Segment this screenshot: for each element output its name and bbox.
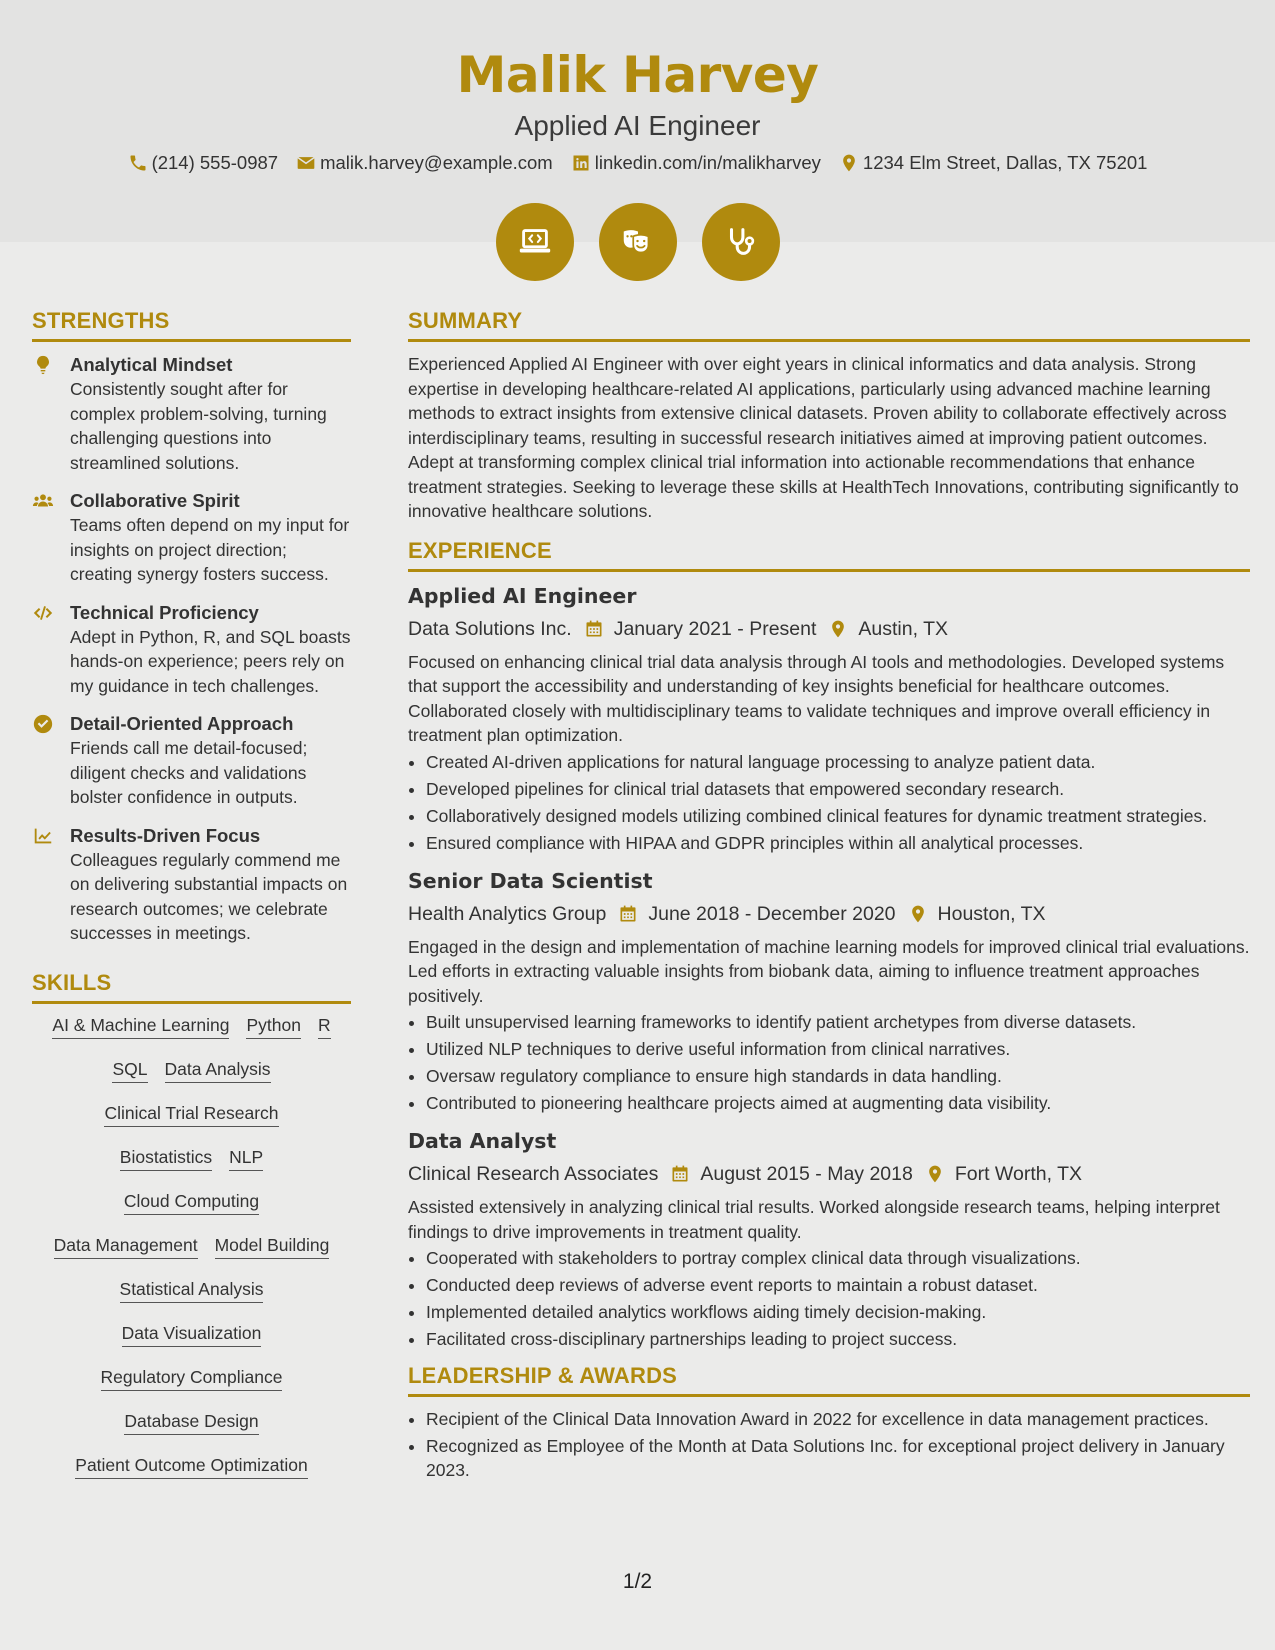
strength-desc: Friends call me detail-focused; diligent checks and validations bolster confidence in outputs. [70,738,308,807]
contact-linkedin[interactable] [571,152,821,174]
strength-desc: Adept in Python, R, and SQL boasts hands-on experience; peers rely on my guidance in tech challenges. [70,626,351,696]
job-dates: August 2015 - May 2018 [700,1163,913,1185]
job-company: Data Solutions Inc. [408,617,572,640]
list-item: • Collaboratively designed models utilizing combined clinical features for dynamic treatment strategies. [426,804,1250,828]
experience-list [408,582,1250,1352]
list-item: • Implemented detailed analytics workflows aiding timely decision-making. [426,1300,1250,1324]
contact-phone [128,152,279,174]
job-meta [408,901,1250,927]
skill-tag: SQL [112,1058,147,1083]
list-item: • Cooperated with stakeholders to portray complex clinical data through visualizations. [426,1246,1250,1270]
job-entry [408,582,1250,855]
strength-desc: Consistently sought after for complex problem-solving, turning challenging questions into streamlined solutions. [70,379,327,473]
list-item: • Oversaw regulatory compliance to ensure high standards in data handling. [426,1064,1250,1088]
calendar-icon [584,619,604,639]
job-title: Senior Data Scientist [408,868,653,893]
job-company: Health Analytics Group [408,902,607,925]
strength-title: Technical Proficiency [70,601,259,623]
list-item: • Developed pipelines for clinical trial datasets that empowered secondary research. [426,777,1250,801]
list-item: • Contributed to pioneering healthcare projects aimed at augmenting data visibility. [426,1091,1250,1115]
job-location: Houston, TX [937,902,1046,925]
skill-tag: Data Analysis [165,1058,271,1083]
phone-text: (214) 555-0987 [151,152,279,173]
list-item: • Ensured compliance with HIPAA and GDPR principles within all analytical processes. [426,831,1250,855]
strengths-heading: STRENGTHS [32,308,351,342]
envelope-icon [296,153,316,173]
list-item: • Recipient of the Clinical Data Innovation Award in 2022 for excellence in data management practices. [426,1407,1250,1431]
experience-heading: EXPERIENCE [408,538,1250,572]
job-bullets [408,1010,1250,1115]
skill-tag: Model Building [215,1234,330,1259]
strength-item [32,600,351,699]
email-text[interactable]: malik.harvey@example.com [320,152,553,173]
badge-masks [599,203,677,281]
list-item: • Utilized NLP techniques to derive useful information from clinical narratives. [426,1037,1250,1061]
job-bullets [408,750,1250,855]
strength-title: Analytical Mindset [70,354,233,375]
candidate-name: Malik Harvey [456,46,819,104]
strength-item [32,823,351,946]
theater-masks-icon [619,223,657,261]
linkedin-icon [571,153,591,173]
left-column [32,308,351,1498]
job-title: Data Analyst [408,1129,557,1153]
awards-list [408,1407,1250,1482]
strength-desc: Colleagues regularly commend me on delivering substantial impacts on research outcomes; we celebrate successes in meetings. [70,849,348,943]
skill-row [32,1014,351,1039]
job-entry [408,867,1250,1116]
users-icon [32,490,54,512]
address-text: 1234 Elm Street, Dallas, TX 75201 [862,152,1148,173]
lightbulb-icon [32,354,54,376]
list-item: • Recognized as Employee of the Month at Data Solutions Inc. for exceptional project delivery in January 2023. [426,1434,1250,1482]
stethoscope-icon [722,223,760,261]
job-title: Applied AI Engineer [408,583,637,608]
skill-tag: Cloud Computing [124,1190,259,1215]
list-item: • Built unsupervised learning frameworks to identify patient archetypes from diverse datasets. [426,1010,1250,1034]
job-bullets [408,1246,1250,1351]
contact-bar [0,152,1275,174]
laptop-code-icon [516,223,554,261]
skill-tag: Data Visualization [122,1322,262,1347]
contact-address [839,152,1148,174]
linkedin-text[interactable]: linkedin.com/in/malikharvey [594,152,821,173]
strength-desc: Teams often depend on my input for insights on project direction; creating synergy fosters success. [70,515,350,584]
calendar-icon [618,904,638,924]
right-column [408,308,1250,1494]
skill-row [32,1322,351,1347]
strength-item [32,488,351,587]
skill-row [32,1366,351,1391]
skill-tag: Biostatistics [120,1146,212,1171]
skill-tag: Clinical Trial Research [104,1102,278,1127]
map-marker-icon [828,619,848,639]
skill-tag: Database Design [124,1410,258,1435]
job-dates: June 2018 - December 2020 [648,902,896,925]
badge-laptop [496,203,574,281]
skill-row [32,1190,351,1215]
skill-row [32,1234,351,1259]
skill-tag: Regulatory Compliance [101,1366,283,1391]
skill-row [32,1058,351,1083]
job-description: Focused on enhancing clinical trial data analysis through AI tools and methodologies. Developed systems that support the accessibility and understanding of key insights beneficial for healthcare outcomes. Collaborated closely with multidisciplinary teams to validate techniques and improve overall efficiency in treatment plan optimization. [408,651,1225,745]
skill-tag: NLP [229,1146,263,1171]
skill-tag: Statistical Analysis [120,1278,264,1303]
badge-row [0,203,1275,281]
job-meta [408,616,1250,642]
code-icon [32,602,54,624]
skill-tag: Patient Outcome Optimization [75,1454,307,1479]
list-item: • Facilitated cross-disciplinary partnerships leading to project success. [426,1327,1250,1351]
chart-line-icon [32,825,54,847]
list-item: • Conducted deep reviews of adverse event reports to maintain a robust dataset. [426,1273,1250,1297]
phone-icon [128,153,148,173]
skill-tag: Python [246,1014,300,1039]
job-location: Austin, TX [858,617,948,640]
contact-email[interactable] [296,152,553,174]
map-marker-icon [839,153,859,173]
skill-row [32,1146,351,1171]
skill-tag: AI & Machine Learning [52,1014,229,1039]
map-marker-icon [925,1164,945,1184]
strength-item [32,352,351,475]
page-indicator: 1/2 [622,1570,653,1593]
badge-stethoscope [702,203,780,281]
job-dates: January 2021 - Present [613,617,817,640]
skills-heading: SKILLS [32,970,351,1004]
job-description: Assisted extensively in analyzing clinical trial results. Worked alongside research teams, helping interpret findings to drive improvements in treatment quality. [408,1197,1220,1242]
skill-row [32,1454,351,1479]
skill-row [32,1410,351,1435]
job-meta [408,1161,1250,1187]
list-item: • Created AI-driven applications for natural language processing to analyze patient data. [426,750,1250,774]
map-marker-icon [908,904,928,924]
job-company: Clinical Research Associates [408,1163,659,1185]
skill-tag: R [318,1014,331,1039]
summary-text: Experienced Applied AI Engineer with over eight years in clinical informatics and data analysis. Strong expertise in developing healthcare-related AI applications, particularly using advanced machine learning methods to extract insights from extensive clinical datasets. Proven ability to collaborate effectively across interdisciplinary teams, resulting in successful research initiatives aimed at improving patient outcomes. Adept at transforming complex clinical trial information into actionable recommendations that enhance treatment strategies. Seeking to leverage these skills at HealthTech Innovations, contributing significantly to innovative healthcare solutions. [408,354,1239,521]
job-description: Engaged in the design and implementation of machine learning models for improved clinical trial evaluations. Led efforts in extracting valuable insights from biobank data, aiming to influence treatment approaches positively. [408,936,1250,1006]
check-circle-icon [32,713,54,735]
skill-row [32,1278,351,1303]
strength-title: Collaborative Spirit [70,490,240,511]
summary-heading: SUMMARY [408,308,1250,342]
strength-title: Results-Driven Focus [70,824,261,846]
strength-title: Detail-Oriented Approach [70,713,294,734]
skill-row [32,1102,351,1127]
skill-tag: Data Management [54,1234,198,1259]
candidate-role: Applied AI Engineer [514,110,761,141]
leadership-heading: LEADERSHIP & AWARDS [408,1363,1250,1397]
job-entry [408,1127,1250,1351]
calendar-icon [670,1164,690,1184]
strength-item [32,711,351,810]
skills-list [32,1014,351,1479]
job-location: Fort Worth, TX [954,1163,1082,1185]
